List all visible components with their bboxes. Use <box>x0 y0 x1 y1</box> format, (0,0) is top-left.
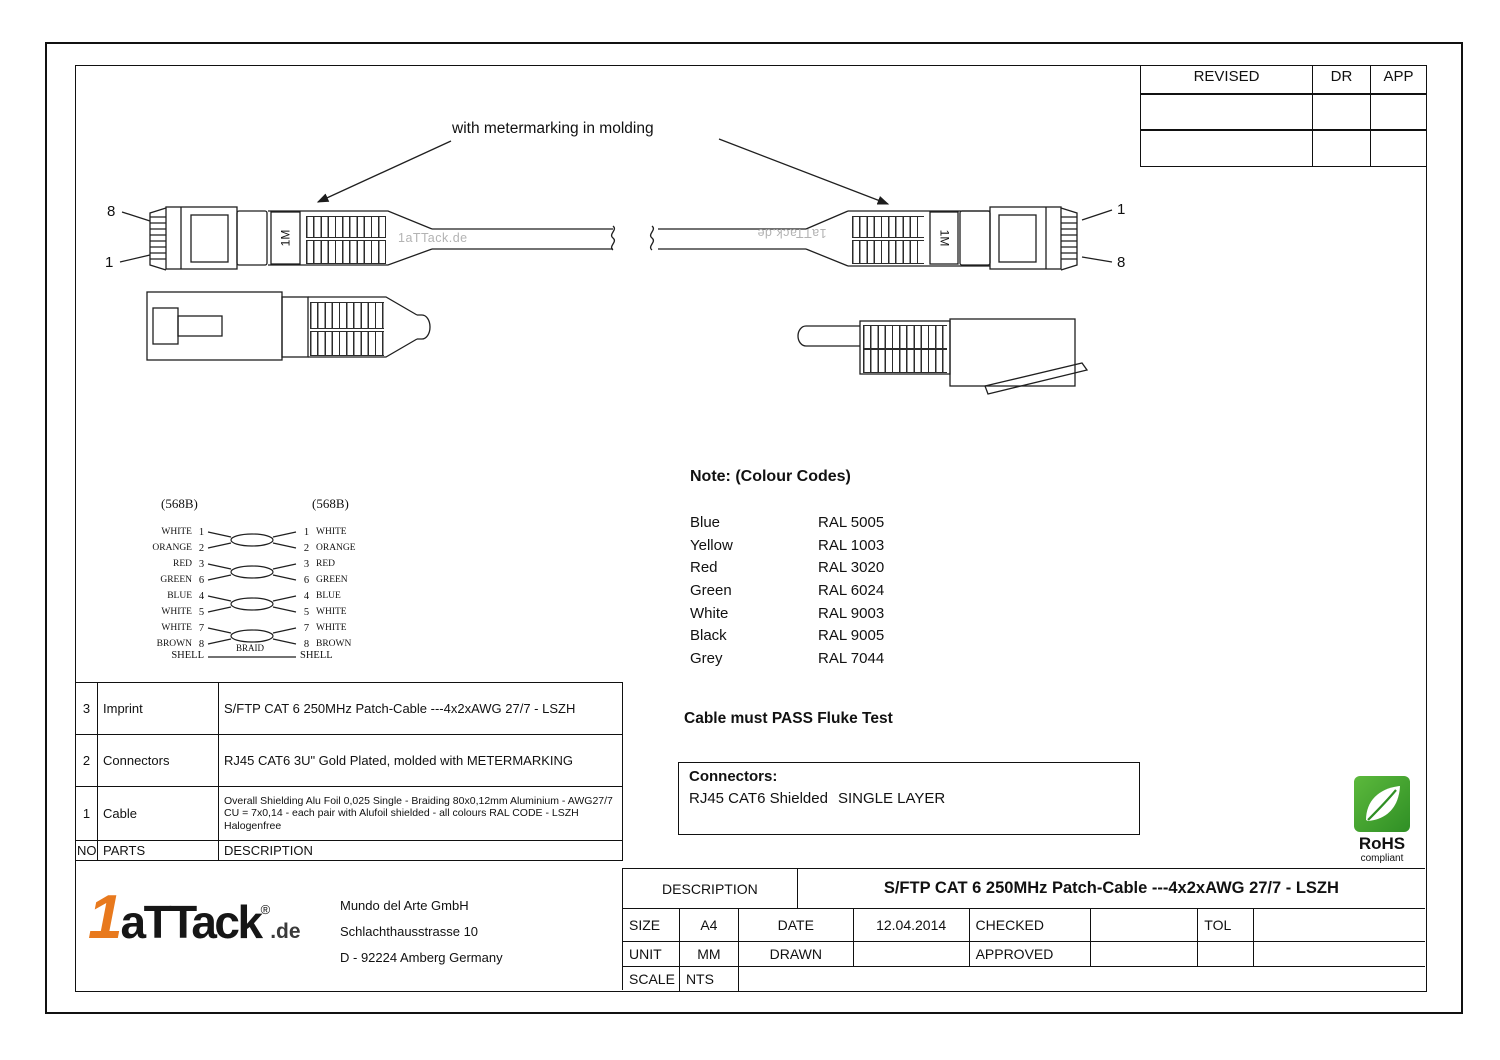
connectors-type: RJ45 CAT6 Shielded <box>689 790 828 807</box>
drawn-label-cell <box>739 942 854 966</box>
wiring-row <box>146 621 362 635</box>
wire-pin-left: 6 <box>198 574 205 586</box>
parts-row-1 <box>76 787 623 841</box>
part-no: 2 <box>76 735 98 787</box>
wire-pin-left: 5 <box>198 606 205 618</box>
watermark-left: 1aTTack.de <box>398 231 468 245</box>
wire-color-left: ORANGE <box>152 543 192 553</box>
part-name: Cable <box>98 787 219 841</box>
wire-color-left: BLUE <box>167 591 192 601</box>
scale-label-cell <box>623 967 680 991</box>
ral-code: RAL 5005 <box>818 513 885 531</box>
wire-color-right: WHITE <box>316 607 347 617</box>
boot-ridges <box>852 240 924 264</box>
colour-code-row <box>690 534 1010 557</box>
revision-col-dr <box>1313 66 1371 166</box>
colour-name: Blue <box>690 513 721 531</box>
wire-color-right: WHITE <box>316 527 347 537</box>
description-value: S/FTP CAT 6 250MHz Patch-Cable ---4x2xAWG 27/7 - LSZH <box>883 879 1339 897</box>
company-name: Mundo del Arte GmbH <box>340 898 469 913</box>
unit-label: UNIT <box>629 946 662 962</box>
wire-pin-right: 6 <box>303 574 310 586</box>
title-block <box>622 868 1425 990</box>
boot-ridges <box>852 216 924 238</box>
scale-value-cell <box>680 967 739 991</box>
registered-mark-icon: ® <box>260 902 271 917</box>
metermark-right: 1M <box>936 229 951 247</box>
parts-header-row <box>76 841 623 861</box>
leaf-icon <box>1354 776 1410 832</box>
colour-codes-title: Note: (Colour Codes) <box>690 468 851 485</box>
standard-label-left: (568B) <box>161 496 198 511</box>
part-name: Imprint <box>98 683 219 735</box>
watermark-right: 1aTTack.de <box>757 226 827 240</box>
wire-pin-right: 3 <box>303 558 310 570</box>
scale-value: NTS <box>685 971 714 987</box>
colour-code-row <box>690 556 1010 579</box>
colour-code-row <box>690 511 1010 534</box>
empty-cell <box>1254 942 1425 966</box>
pin-label-left-8: 8 <box>107 203 116 220</box>
checked-label: CHECKED <box>975 917 1045 933</box>
colour-name: Red <box>690 559 718 577</box>
rohs-subtitle: compliant <box>1360 853 1404 864</box>
empty-cell <box>1198 942 1254 966</box>
description-label-cell <box>623 869 798 908</box>
wire-pin-left: 4 <box>198 590 205 602</box>
fluke-test-note: Cable must PASS Fluke Test <box>684 710 893 727</box>
part-description: S/FTP CAT 6 250MHz Patch-Cable ---4x2xAWG 27/7 - LSZH <box>219 683 623 735</box>
unit-label-cell <box>623 942 680 966</box>
boot-ridges <box>306 240 386 264</box>
parts-header-parts: PARTS <box>98 841 219 861</box>
wire-color-right: BROWN <box>316 639 352 649</box>
revision-col-revised <box>1141 66 1313 166</box>
part-name: Connectors <box>98 735 219 787</box>
wire-color-left: GREEN <box>160 575 192 585</box>
standard-label-right: (568B) <box>312 496 349 511</box>
wiring-row <box>146 573 362 587</box>
description-value-cell <box>798 869 1425 908</box>
boot-ridges <box>310 302 384 329</box>
cable-top-view <box>120 139 1112 270</box>
part-no: 1 <box>76 787 98 841</box>
wiring-row <box>146 525 362 539</box>
pin-label-right-8: 8 <box>1117 254 1126 271</box>
drawn-label: DRAWN <box>769 946 822 962</box>
connectors-layer: SINGLE LAYER <box>837 790 946 807</box>
title-block-row-size <box>623 909 1425 942</box>
revision-table <box>1140 66 1426 167</box>
connectors-box <box>678 762 1140 835</box>
pin-label-left-1: 1 <box>105 254 114 271</box>
tol-label-cell <box>1198 909 1254 941</box>
company-city: D - 92224 Amberg Germany <box>340 950 503 965</box>
colour-code-row <box>690 579 1010 602</box>
parts-header-no: NO <box>76 841 98 861</box>
checked-value-cell <box>1091 909 1198 941</box>
wire-color-left: WHITE <box>161 607 192 617</box>
parts-row-3 <box>76 683 623 735</box>
size-label: SIZE <box>629 917 661 933</box>
colour-name: Green <box>690 581 732 599</box>
colour-code-row <box>690 647 1010 670</box>
connectors-box-title: Connectors: <box>689 768 778 785</box>
company-address <box>340 893 503 971</box>
wire-color-right: BLUE <box>316 591 341 601</box>
tol-value-cell <box>1254 909 1425 941</box>
ral-code: RAL 6024 <box>818 581 885 599</box>
wire-color-right: GREEN <box>316 575 348 585</box>
revision-divider <box>1141 129 1426 131</box>
company-street: Schlachthausstrasse 10 <box>340 924 479 939</box>
boot-ridges <box>310 331 384 356</box>
wiring-row <box>146 557 362 571</box>
title-block-row-unit <box>623 942 1425 967</box>
drawn-value-cell <box>854 942 970 966</box>
wire-pin-right: 1 <box>303 526 310 538</box>
unit-value: MM <box>697 946 721 962</box>
app-label: APP <box>1383 68 1414 85</box>
dr-label: DR <box>1330 68 1353 85</box>
size-value-cell <box>680 909 739 941</box>
connectors-box-line <box>689 790 1129 807</box>
wire-pin-left: 7 <box>198 622 205 634</box>
ral-code: RAL 1003 <box>818 536 885 554</box>
date-value: 12.04.2014 <box>876 917 947 933</box>
revision-divider <box>1141 93 1426 95</box>
logo-de: .de <box>270 920 301 943</box>
parts-header-description: DESCRIPTION <box>219 841 623 861</box>
rohs-title: RoHS <box>1358 834 1406 853</box>
wire-pin-right: 4 <box>303 590 310 602</box>
colour-name: Black <box>690 627 727 645</box>
boot-ridges <box>306 216 386 238</box>
braid-label: BRAID <box>236 643 265 653</box>
title-block-row-scale <box>623 967 1425 991</box>
wire-pin-right: 7 <box>303 622 310 634</box>
colour-code-row <box>690 624 1010 647</box>
date-value-cell <box>854 909 970 941</box>
unit-value-cell <box>680 942 739 966</box>
part-description: Overall Shielding Alu Foil 0,025 Single - Braiding 80x0,12mm Aluminium - AWG27/7 CU = 7x0,14 - each pair with Alufoil shielded - all colours RAL CODE - LSZH Halogenfree <box>219 787 623 841</box>
revised-label: REVISED <box>1193 68 1260 85</box>
wire-pin-left: 3 <box>198 558 205 570</box>
part-no: 3 <box>76 683 98 735</box>
boot-ridges <box>863 325 947 349</box>
title-block-row-description <box>623 869 1425 909</box>
company-logo <box>88 882 301 953</box>
boot-ridges <box>863 349 947 373</box>
ral-code: RAL 9005 <box>818 627 885 645</box>
wiring-row <box>146 589 362 603</box>
shell-label-left: SHELL <box>171 650 204 661</box>
parts-table <box>75 682 623 861</box>
description-label: DESCRIPTION <box>662 880 758 897</box>
colour-name: Grey <box>690 649 723 667</box>
wire-color-left: BROWN <box>156 639 192 649</box>
logo-text: aTTack <box>120 896 261 948</box>
metermark-left: 1M <box>278 229 293 247</box>
wire-pin-left: 1 <box>198 526 205 538</box>
wire-color-left: WHITE <box>161 623 192 633</box>
wire-color-left: WHITE <box>161 527 192 537</box>
rohs-badge <box>1350 776 1414 864</box>
empty-cell <box>739 967 1425 991</box>
date-label-cell <box>739 909 854 941</box>
colour-name: White <box>690 604 729 622</box>
wiring-row <box>146 541 362 555</box>
colour-code-row <box>690 602 1010 625</box>
approved-value-cell <box>1091 942 1198 966</box>
size-label-cell <box>623 909 680 941</box>
tol-label: TOL <box>1204 917 1232 933</box>
wire-pin-left: 8 <box>198 638 205 650</box>
wire-color-left: RED <box>173 559 192 569</box>
ral-code: RAL 3020 <box>818 559 885 577</box>
approved-label: APPROVED <box>975 946 1054 962</box>
shell-label-right: SHELL <box>300 650 333 661</box>
colour-codes-list <box>690 511 1010 670</box>
approved-label-cell <box>970 942 1092 966</box>
size-value: A4 <box>700 917 718 933</box>
ral-code: RAL 9003 <box>818 604 885 622</box>
parts-row-2 <box>76 735 623 787</box>
colour-name: Yellow <box>690 536 733 554</box>
wire-color-right: RED <box>316 559 335 569</box>
date-label: DATE <box>777 917 814 933</box>
wire-pin-right: 8 <box>303 638 310 650</box>
wire-pin-right: 5 <box>303 606 310 618</box>
checked-label-cell <box>970 909 1092 941</box>
revision-col-app <box>1371 66 1426 166</box>
scale-label: SCALE <box>629 971 675 987</box>
metermarking-annotation: with metermarking in molding <box>452 120 654 137</box>
wire-color-right: WHITE <box>316 623 347 633</box>
wiring-row <box>146 605 362 619</box>
ral-code: RAL 7044 <box>818 649 885 667</box>
wire-color-right: ORANGE <box>316 543 356 553</box>
part-description: RJ45 CAT6 3U" Gold Plated, molded with METERMARKING <box>219 735 623 787</box>
pin-label-right-1: 1 <box>1117 201 1126 218</box>
wire-pin-right: 2 <box>303 542 310 554</box>
wire-pin-left: 2 <box>198 542 205 554</box>
logo-one: 1 <box>88 883 121 952</box>
